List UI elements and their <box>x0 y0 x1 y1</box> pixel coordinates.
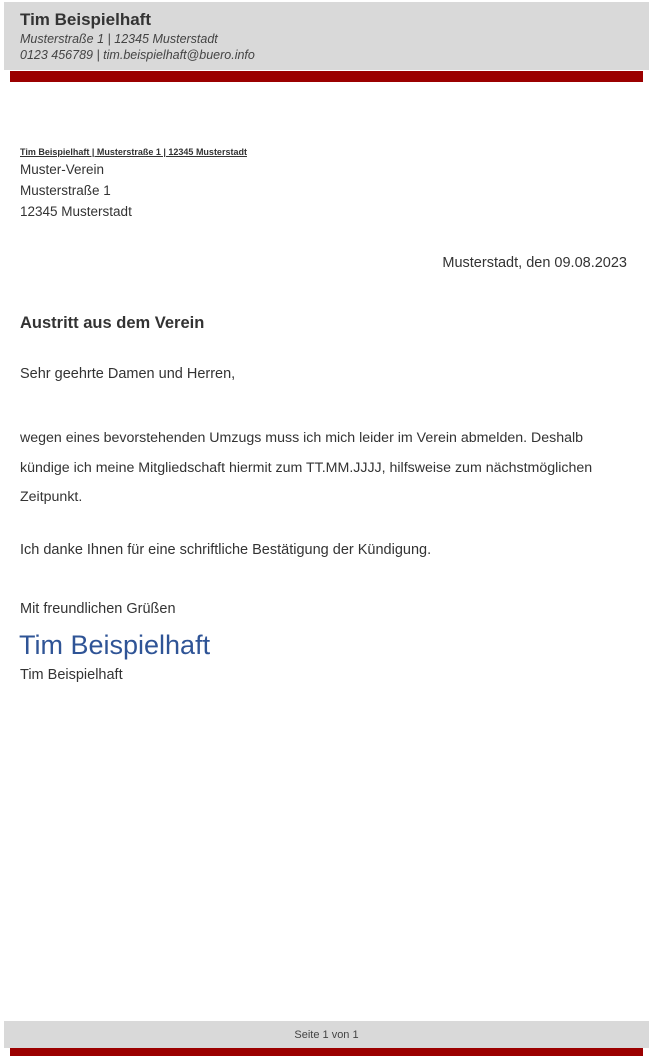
closing-phrase: Mit freundlichen Grüßen <box>20 601 176 617</box>
page-number: Seite 1 von 1 <box>294 1029 359 1041</box>
letterhead-name: Tim Beispielhaft <box>20 10 151 29</box>
recipient-name: Muster-Verein <box>20 162 105 177</box>
body-paragraph: wegen eines bevorstehenden Umzugs muss ich mich leider im Verein abmelden. Deshalb kündige ich meine Mitgliedschaft hiermit zum TT.MM.JJJJ, hilfsweise zum nächstmöglichen Zeitpunkt. <box>20 430 593 505</box>
thanks-paragraph: Ich danke Ihnen für eine schriftliche Bestätigung der Kündigung. <box>20 542 432 558</box>
letterhead-contact: 0123 456789 | tim.beispielhaft@buero.info <box>20 48 255 62</box>
page-footer <box>4 1021 649 1048</box>
salutation: Sehr geehrte Damen und Herren, <box>20 366 236 382</box>
letterhead-address: Musterstraße 1 | 12345 Musterstadt <box>20 32 218 46</box>
sender-return-line: Tim Beispielhaft | Musterstraße 1 | 12345 Musterstadt <box>20 147 247 157</box>
signature: Tim Beispielhaft <box>19 630 211 660</box>
footer-accent-bar <box>10 1048 643 1056</box>
date-line: Musterstadt, den 09.08.2023 <box>442 255 627 271</box>
recipient-city: 12345 Musterstadt <box>20 204 132 219</box>
letter-subject: Austritt aus dem Verein <box>20 314 205 332</box>
letterhead <box>4 2 649 70</box>
recipient-street: Musterstraße 1 <box>20 183 111 198</box>
signer-name: Tim Beispielhaft <box>20 667 123 683</box>
letterhead-accent-bar <box>10 71 643 82</box>
